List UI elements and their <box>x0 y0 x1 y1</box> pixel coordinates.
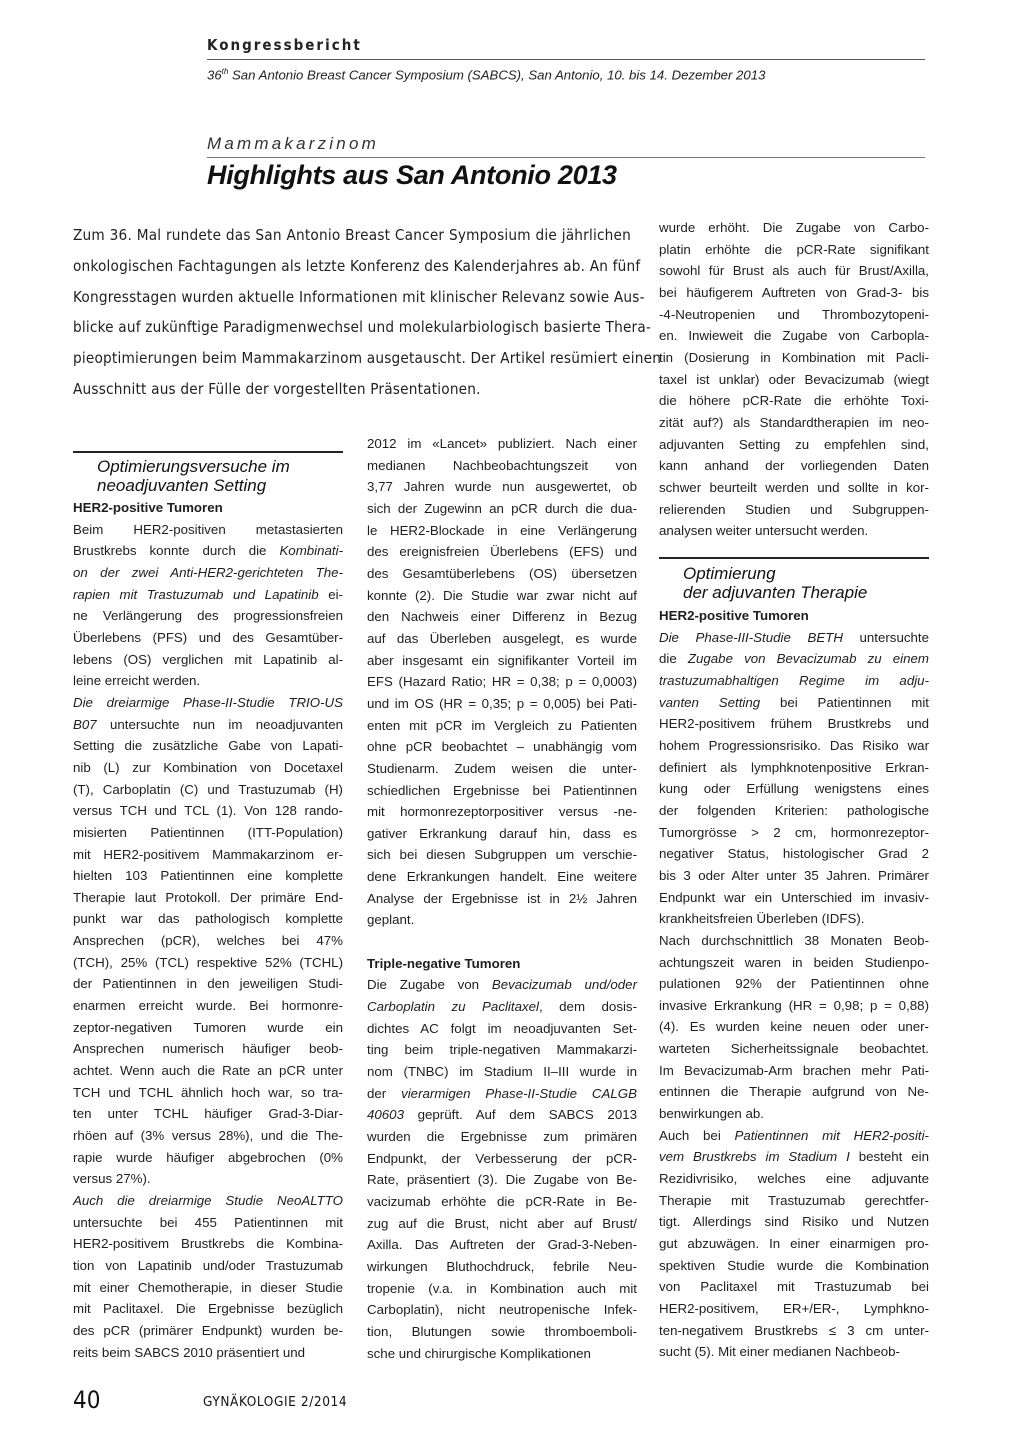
col1-heading-line1: Optimierungsversuche im <box>97 457 290 476</box>
body-text-line: ne Verlängerung des progressionsfreien <box>73 608 343 624</box>
body-text-line: krankheitsfreien Überleben (IDFS). <box>659 911 865 927</box>
body-text-line: leine erreicht werden. <box>73 673 201 689</box>
body-text-line: sucht (5). Mit einer medianen Nachbeob- <box>659 1344 900 1360</box>
body-text-line: platin erhöhte die pCR-Rate signifikant <box>659 241 929 257</box>
col1-subheading: HER2-positive Tumoren <box>73 500 223 515</box>
page-number: 40 <box>73 1386 101 1414</box>
body-text-line: invasive Erkrankung (HR = 0,98; p = 0,88) <box>659 997 929 1013</box>
body-text-line: Die Zugabe von Bevacizumab und/oder <box>367 977 637 993</box>
body-text-line: Setting die zusätzliche Gabe von Lapati- <box>73 738 343 754</box>
body-text-line: nib (L) zur Kombination von Docetaxel <box>73 759 343 775</box>
body-text-line: bei häufigerem Auftreten von Grad-3- bis <box>659 284 929 300</box>
col3-section-header <box>659 557 929 602</box>
body-text-line: sich der Zugewinn an pCR durch die dua- <box>367 500 637 516</box>
body-text-line: sche und chirurgische Komplikationen <box>367 1345 591 1361</box>
body-text-line: Überlebens (PFS) und des Gesamtüber- <box>73 629 343 645</box>
body-text-line: ten-negativem Brustkrebs ≤ 3 cm unter- <box>659 1322 929 1338</box>
body-text-line: die höhere pCR-Rate die erhöhte Toxi- <box>659 393 929 409</box>
body-text-line: trastuzumabhaltigen Regime im adju- <box>659 672 929 688</box>
body-text-line: versus TCH und TCL (1). Von 128 rando- <box>73 803 343 819</box>
body-text-line: Tumorgrösse > 2 cm, hormonrezeptor- <box>659 824 929 840</box>
lead-line: Ausschnitt aus der Fülle der vorgestellten Präsentationen. <box>73 379 481 398</box>
body-text-line: punkt war das pathologisch komplette <box>73 911 343 927</box>
body-text-line: tin (Dosierung in Kombination mit Pacli- <box>659 349 929 365</box>
lead-line: blicke auf zukünftige Paradigmenwechsel und molekularbiologisch basierte Thera- <box>73 318 652 337</box>
body-text-line: reits beim SABCS 2010 präsentiert und <box>73 1344 306 1360</box>
body-text-line: medianen Nachbeobachtungszeit von <box>367 457 637 473</box>
body-text-line: Rate, präsentiert (3). Die Zugabe von Be- <box>367 1172 637 1188</box>
body-text-line: misierten Patientinnen (ITT-Population) <box>73 824 343 840</box>
column-3 <box>659 217 929 542</box>
body-text-line: 3,77 Jahren wurde nun ausgewertet, ob <box>367 479 637 495</box>
body-text-line: Auch die dreiarmige Studie NeoALTTO <box>73 1193 343 1208</box>
body-text-line: adjuvanten Setting zu empfehlen sind, <box>659 436 929 452</box>
section-label: Kongressbericht <box>207 36 362 54</box>
body-text-line: dichtes AC folgt im neoadjuvanten Set- <box>367 1020 637 1036</box>
body-text-line: 40603 geprüft. Auf dem SABCS 2013 <box>367 1107 637 1123</box>
body-text-line: schwer beurteilt werden und sollte in kor- <box>659 479 929 495</box>
body-text-line: kung oder Erfüllung wenigstens eines <box>659 781 929 797</box>
header-rule <box>207 59 925 60</box>
body-text-line: Brustkrebs konnte durch die Kombinati- <box>73 543 343 559</box>
body-text-line: definiert als lymphknotenpositive Erkran- <box>659 759 929 775</box>
col3-subheading: HER2-positive Tumoren <box>659 608 809 623</box>
body-text-line: und im OS (HR = 0,35; p = 0,005) bei Pati- <box>367 695 637 711</box>
body-text-line: den Nachweis einer Differenz in Bezug <box>367 609 637 625</box>
body-text-line: versus 27%). <box>73 1171 151 1187</box>
body-text-line: nom (TNBC) im Stadium II–III wurde in <box>367 1064 637 1080</box>
body-text-line: tion, Blutungen sowie thromboemboli- <box>367 1323 637 1339</box>
body-text-line: enarmen erreicht wurde. Bei hormonre- <box>73 998 343 1014</box>
body-text-line: vacizumab erhöhte die pCR-Rate in Be- <box>367 1193 637 1209</box>
column-2 <box>367 433 637 1364</box>
body-text-line: rapie wurde häufiger abgebrochen (0% <box>73 1149 343 1165</box>
body-text-line: ohne pCR beobachtet – unabhängig vom <box>367 739 637 755</box>
body-text-line: tigt. Allerdings sind Risiko und Nutzen <box>659 1214 929 1230</box>
body-text-line: lebens (OS) verglichen mit Lapatinib al- <box>73 651 343 667</box>
body-text-line: Ansprechen (pCR), welches bei 47% <box>73 933 343 949</box>
col1-heading-line2: neoadjuvanten Setting <box>97 476 267 495</box>
body-text-line: warteten Sicherheitssignale beobachtet. <box>659 1041 929 1057</box>
column-3-continued <box>659 605 929 1363</box>
body-text-line: wurde erhöht. Die Zugabe von Carbo- <box>659 220 929 235</box>
lead-line: Zum 36. Mal rundete das San Antonio Breast Cancer Symposium die jährlichen <box>73 226 631 244</box>
body-text-line: Beim HER2-positiven metastasierten <box>73 521 343 537</box>
body-text-line: rapien mit Trastuzumab und Lapatinib ei- <box>73 586 343 602</box>
conference-line <box>207 67 765 82</box>
body-text-line: spektiven Studie wurde die Kombination <box>659 1257 929 1273</box>
body-text-line: schiedlichen Ergebnisse bei Patientinnen <box>367 782 637 798</box>
column-1 <box>73 497 343 1363</box>
col2-subheading: Triple-negative Tumoren <box>367 955 521 971</box>
body-text-line: analysen weiter untersucht werden. <box>659 523 869 539</box>
body-text-line: der Patientinnen in den jeweiligen Studi- <box>73 976 343 992</box>
body-text-line: die Zugabe von Bevacizumab zu einem <box>659 651 929 667</box>
category-rule <box>207 157 925 158</box>
body-text-line: Axilla. Das Auftreten der Grad-3-Neben- <box>367 1237 637 1253</box>
body-text-line: geplant. <box>367 912 415 928</box>
article-title: Highlights aus San Antonio 2013 <box>207 160 617 190</box>
body-text-line: ten unter TCHL häufiger Grad-3-Diar- <box>73 1106 343 1122</box>
conference-number: 36 <box>207 67 222 83</box>
body-text-line: entinnen die Therapie aufgrund von Ne- <box>659 1084 929 1100</box>
body-text-line: achtet. Wenn auch die Rate an pCR unter <box>73 1063 343 1079</box>
body-text-line: (4). Es wurden keine neuen oder uner- <box>659 1019 929 1035</box>
body-text-line: negativer Status, histologischer Grad 2 <box>659 846 929 862</box>
lead-line: onkologischen Fachtagungen als letzte Konferenz des Kalenderjahres ab. An fünf <box>73 256 641 275</box>
body-text-line: wurden die Ergebnisse zum primären <box>367 1129 637 1144</box>
body-text-line: auf das Überleben ausgelegt, es wurde <box>367 630 637 646</box>
body-text-line: konnte (2). Die Studie war zwar nicht auf <box>367 587 637 603</box>
body-text-line: benwirkungen ab. <box>659 1106 764 1122</box>
body-text-line: Ansprechen numerisch häufiger beob- <box>73 1041 343 1057</box>
body-text-line: aber insgesamt ein signifikanter Vorteil im <box>367 652 637 668</box>
body-text-line: Carboplatin), nicht neutropenische Infek- <box>367 1302 637 1318</box>
body-text-line: tion von Lapatinib und/oder Trastuzumab <box>73 1257 343 1273</box>
lead-line: Kongresstagen wurden aktuelle Informationen mit klinischer Relevanz sowie Aus- <box>73 287 645 306</box>
body-text-line: kann anhand der vorliegenden Daten <box>659 458 929 474</box>
conference-ordinal: th <box>221 67 229 76</box>
body-text-line: sich bei diesen Subgruppen um verschie- <box>367 847 637 863</box>
body-text-line: des pCR (primärer Endpunkt) wurden be- <box>73 1322 343 1338</box>
body-text-line: Therapie mit Trastuzumab gerechtfer- <box>659 1192 929 1208</box>
body-text-line: TCH und TCHL ähnlich hoch war, so tra- <box>73 1084 343 1100</box>
body-text-line: ting beim triple-negativen Mammakarzi- <box>367 1042 637 1058</box>
col3-heading-line1: Optimierung <box>683 564 776 583</box>
body-text-line: Studienarm. Zudem weisen die unter- <box>367 760 637 776</box>
body-text-line: HER2-positivem frühem Brustkrebs und <box>659 716 929 732</box>
body-text-line: sowohl für Brust als auch für Brust/Axilla, <box>659 263 929 279</box>
body-text-line: Rezidivrisiko, welches eine adjuvante <box>659 1171 929 1187</box>
body-text-line: mit hormonrezeptorpositiver versus -ne- <box>367 804 637 820</box>
body-text-line: (TCH), 25% (TCL) respektive 52% (TCHL) <box>73 954 343 970</box>
conference-text: San Antonio Breast Cancer Symposium (SABCS), San Antonio, 10. bis 14. Dezember 2013 <box>228 67 766 83</box>
body-text-line: des Gesamtüberlebens (OS) übersetzen <box>367 565 637 581</box>
body-text-line: mit HER2-positivem Mammakarzinom er- <box>73 846 343 862</box>
body-text-line: Endpunkt war ein Unterschied im invasiv- <box>659 889 929 905</box>
body-text-line: von Paclitaxel mit Trastuzumab bei <box>659 1279 929 1295</box>
col1-section-header <box>73 451 343 495</box>
body-text-line: des ereignisfreien Überlebens (EFS) und <box>367 544 637 560</box>
body-text-line: B07 untersuchte nun im neoadjuvanten <box>73 716 343 732</box>
body-text-line: achtungszeit waren in beiden Studienpo- <box>659 954 929 970</box>
body-text-line: Endpunkt, der Verbesserung der pCR- <box>367 1150 637 1166</box>
body-text-line: zug auf die Brust, nicht aber auf Brust/ <box>367 1215 637 1231</box>
body-text-line: bis 3 oder Alter unter 35 Jahren. Primärer <box>659 867 929 883</box>
body-text-line: zität auf?) als Standardtherapien im neo- <box>659 414 929 430</box>
body-text-line: -4-Neutropenien und Thrombozytopeni- <box>659 306 929 322</box>
body-text-line: wirkungen Bluthochdruck, febrile Neu- <box>367 1258 637 1274</box>
body-text-line: taxel ist unklar) oder Bevacizumab (wiegt <box>659 371 929 387</box>
body-text-line: Carboplatin zu Paclitaxel, dem dosis- <box>367 999 638 1015</box>
col3-heading-line2: der adjuvanten Therapie <box>683 583 868 602</box>
body-text-line: Die Phase-III-Studie BETH untersuchte <box>659 629 929 645</box>
body-text-line: HER2-positivem Brustkrebs die Kombina- <box>73 1236 343 1252</box>
body-text-line: hohem Progressionsrisiko. Das Risiko war <box>659 737 929 753</box>
journal-name: GYNÄKOLOGIE 2/2014 <box>203 1394 348 1410</box>
body-text-line: HER2-positivem, ER+/ER-, Lymphkno- <box>659 1301 929 1316</box>
body-text-line: vem Brustkrebs im Stadium I besteht ein <box>659 1149 929 1165</box>
body-text-line: zeptor-negativen Tumoren wurde ein <box>73 1019 343 1035</box>
body-text-line: mit Paclitaxel. Die Ergebnisse bezüglich <box>73 1301 343 1317</box>
body-text-line: Analyse der Ergebnisse ist in 2½ Jahren <box>367 890 637 906</box>
body-text-line: enten mit pCR im Vergleich zu Patienten <box>367 717 637 733</box>
body-text-line: Im Bevacizumab-Arm brachen mehr Pati- <box>659 1062 929 1078</box>
body-text-line: hielten 103 Patientinnen eine komplette <box>73 868 343 884</box>
body-text-line: gut abzuwägen. In einer einarmigen pro- <box>659 1236 929 1252</box>
body-text-line: EFS (Hazard Ratio; HR = 0,38; p = 0,0003) <box>367 674 637 690</box>
body-text-line: der folgenden Kriterien: pathologische <box>659 802 929 818</box>
article-category: Mammakarzinom <box>207 134 379 153</box>
body-text-line: rhöen auf (3% versus 28%), und die The- <box>73 1128 343 1144</box>
body-text-line: le HER2-Blockade in eine Verlängerung <box>367 522 637 538</box>
body-text-line: dene Erkrankungen handelt. Eine weitere <box>367 869 637 885</box>
body-text-line: pulationen 92% der Patientinnen ohne <box>659 976 929 992</box>
lead-line: pieoptimierungen beim Mammakarzinom ausgetauscht. Der Artikel resümiert einen <box>73 349 662 368</box>
body-text-line: Nach durchschnittlich 38 Monaten Beob- <box>659 932 929 948</box>
body-text-line: Therapie laut Protokoll. Der primäre End- <box>73 889 343 905</box>
body-text-line: mit einer Chemotherapie, in dieser Studie <box>73 1279 343 1295</box>
body-text-line: tropenie (v.a. in Kombination auch mit <box>367 1280 637 1296</box>
article-lead <box>73 224 662 409</box>
body-text-line: relierenden Studien und Subgruppen- <box>659 501 929 517</box>
body-text-line: untersuchte bei 455 Patientinnen mit <box>73 1214 343 1230</box>
body-text-line: 2012 im «Lancet» publiziert. Nach einer <box>367 436 637 451</box>
body-text-line: on der zwei Anti-HER2-gerichteten The- <box>73 564 343 580</box>
body-text-line: Die dreiarmige Phase-II-Studie TRIO-US <box>73 694 343 710</box>
body-text-line: Auch bei Patientinnen mit HER2-positi- <box>659 1127 929 1143</box>
body-text-line: vanten Setting bei Patientinnen mit <box>659 694 929 710</box>
body-text-line: gativer Erkrankung darauf hin, dass es <box>367 825 637 841</box>
body-text-line: (T), Carboplatin (C) und Trastuzumab (H) <box>73 781 343 797</box>
body-text-line: en. Inwieweit die Zugabe von Carbopla- <box>659 328 929 344</box>
body-text-line: der vierarmigen Phase-II-Studie CALGB <box>367 1085 637 1101</box>
